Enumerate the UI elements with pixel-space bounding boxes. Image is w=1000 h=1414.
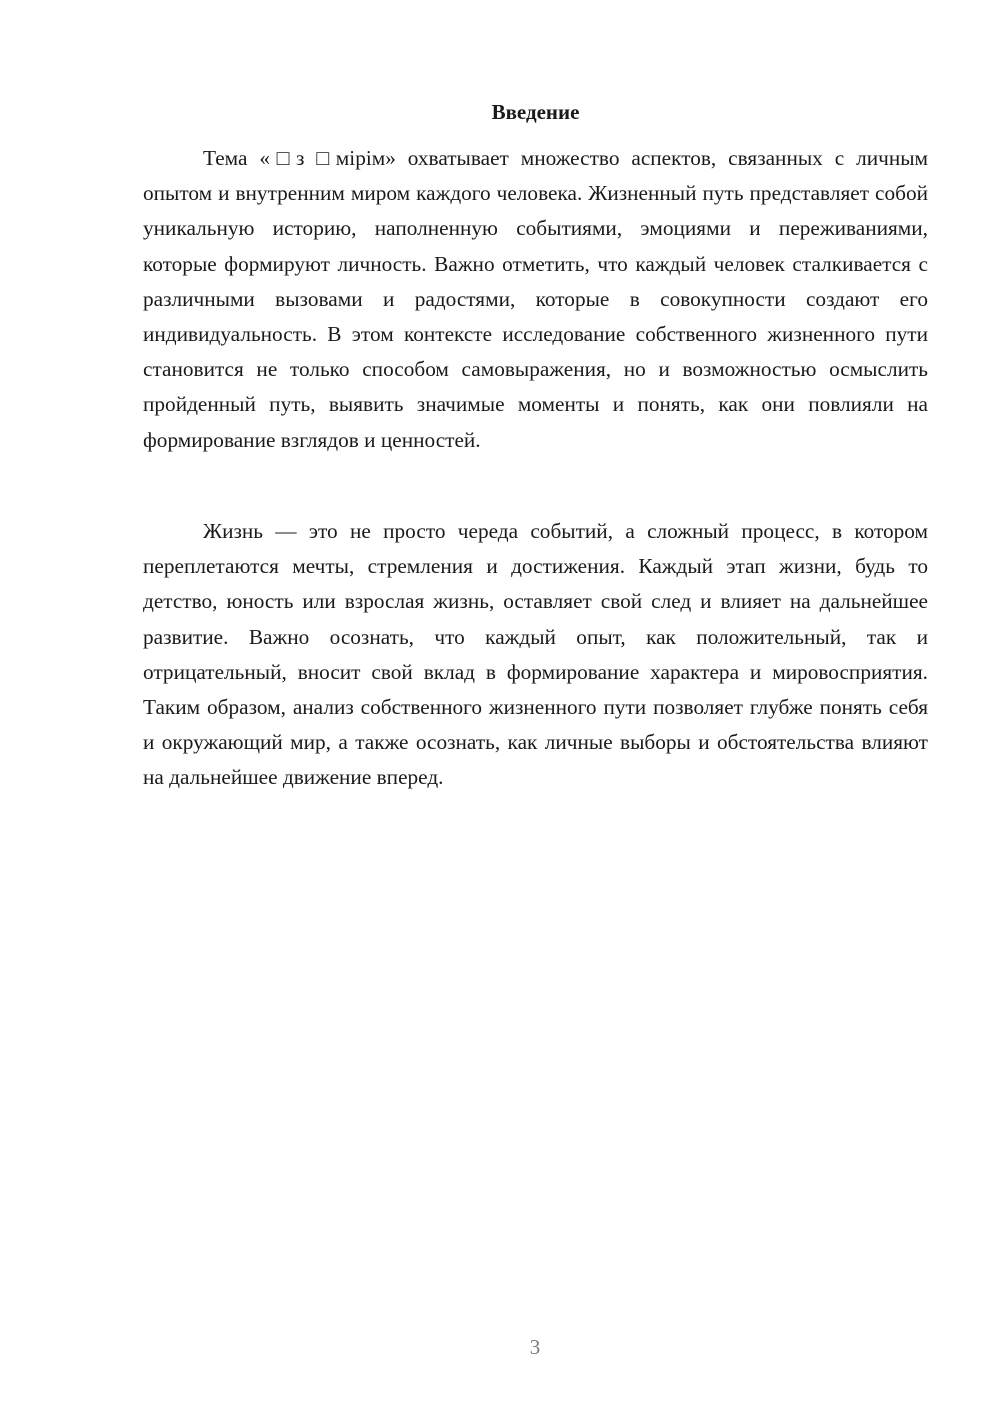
- page-number: 3: [529, 1335, 541, 1359]
- intro-paragraph-1: Тема «□з □мірім» охватывает множество аспектов, связанных с личным опытом и внутренним миром каждого человека. Жизненный путь представляет собой уникальную историю, наполненную событиями, эмоциями и переживаниями, которые формируют личность. Важно отметить, что каждый человек сталкивается с различными вызовами и радостями, которые в совокупности создают его индивидуальность. В этом контексте исследование собственного жизненного пути становится не только способом самовыражения, но и возможностью осмыслить пройденный путь, выявить значимые моменты и понять, как они повлияли на формирование взглядов и ценностей.: [143, 146, 928, 452]
- section-heading: Введение: [491, 100, 580, 124]
- intro-paragraph-2: Жизнь — это не просто череда событий, а сложный процесс, в котором переплетаются мечты, стремления и достижения. Каждый этап жизни, будь то детство, юность или взрослая жизнь, оставляет свой след и влияет на дальнейшее развитие. Важно осознать, что каждый опыт, как положительный, так и отрицательный, вносит свой вклад в формирование характера и мировосприятия. Таким образом, анализ собственного жизненного пути позволяет глубже понять себя и окружающий мир, а также осознать, как личные выборы и обстоятельства влияют на дальнейшее движение вперед.: [143, 519, 928, 790]
